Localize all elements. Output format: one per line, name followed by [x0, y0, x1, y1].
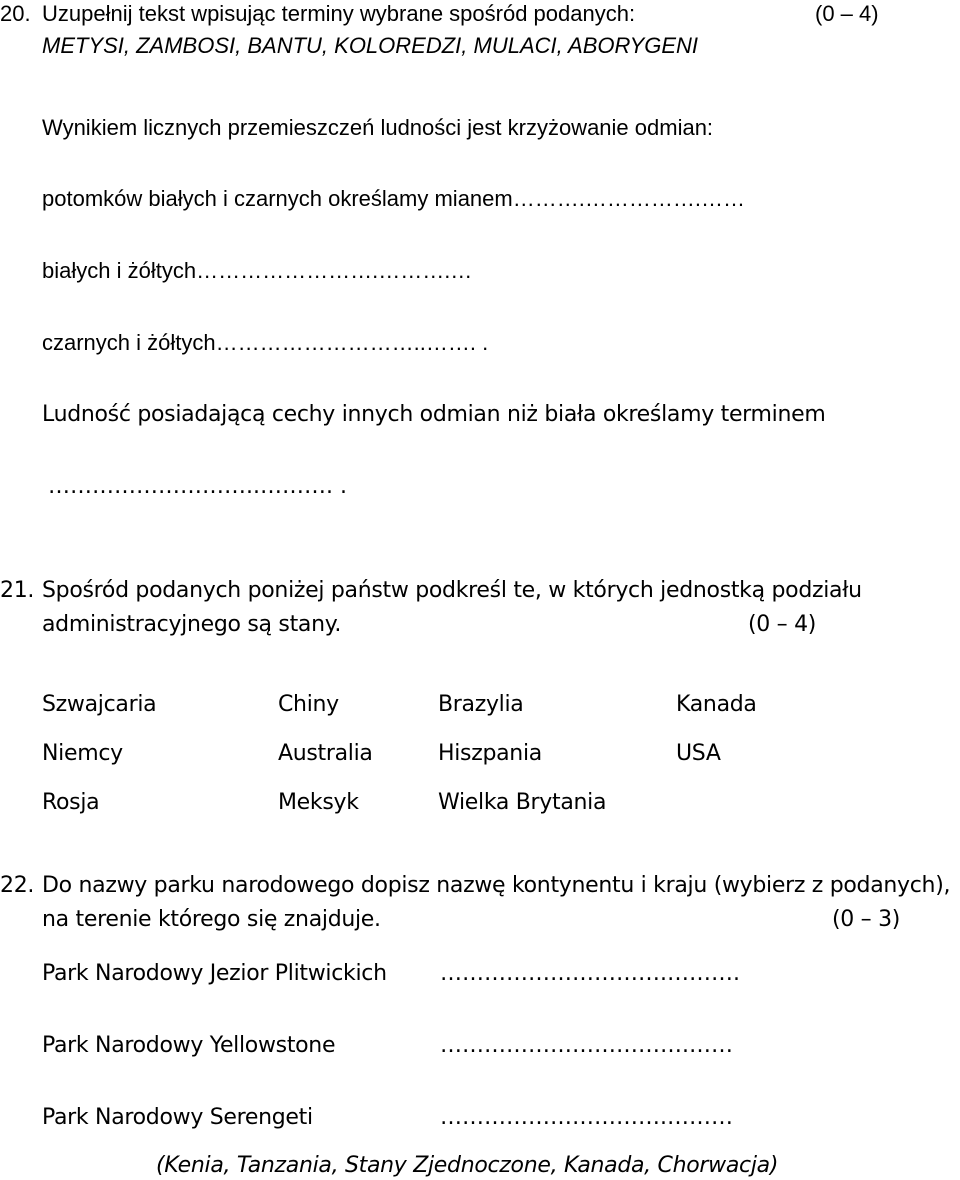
q22-points: (0 – 3)	[832, 907, 901, 932]
q22-number: 22.	[0, 873, 35, 898]
q20-instruction: Uzupełnij tekst wpisując terminy wybrane spośród podanych:	[42, 1, 636, 26]
q20-terms: METYSI, ZAMBOSI, BANTU, KOLOREDZI, MULACI, ABORYGENI	[42, 33, 699, 58]
q21-number: 21.	[0, 578, 35, 603]
country-usa[interactable]: USA	[676, 741, 721, 766]
q22-options: (Kenia, Tanzania, Stany Zjednoczone, Kanada, Chorwacja)	[156, 1153, 779, 1178]
country-meksyk[interactable]: Meksyk	[278, 790, 359, 815]
country-chiny[interactable]: Chiny	[278, 692, 339, 717]
country-niemcy[interactable]: Niemcy	[42, 741, 123, 766]
q20-number: 20.	[0, 1, 31, 26]
q20-line6-blank[interactable]: ………………………..………. .	[48, 474, 347, 499]
country-australia[interactable]: Australia	[278, 741, 373, 766]
park-name-plitvice: Park Narodowy Jezior Plitwickich	[42, 961, 387, 986]
q20-line3-text: białych i żółtych	[42, 258, 197, 283]
country-hiszpania[interactable]: Hiszpania	[438, 741, 542, 766]
country-brazylia[interactable]: Brazylia	[438, 692, 524, 717]
q21-instruction-line2: administracyjnego są stany.	[42, 612, 342, 637]
park-blank-serengeti[interactable]: ………………………….………	[440, 1105, 733, 1130]
q20-line2	[42, 188, 745, 210]
q20-line3-blank[interactable]: …………………….……….…	[196, 258, 473, 283]
q20-line3	[42, 260, 472, 282]
q20-line5: Ludność posiadającą cechy innych odmian niż biała określamy terminem	[42, 402, 826, 427]
q20-line4-text: czarnych i żółtych	[42, 330, 216, 355]
park-name-yellowstone: Park Narodowy Yellowstone	[42, 1033, 336, 1058]
park-name-serengeti: Park Narodowy Serengeti	[42, 1105, 313, 1130]
park-blank-yellowstone[interactable]: …………………………….……	[440, 1033, 733, 1058]
q20-line4-blank[interactable]: ………………………..……. .	[215, 330, 489, 355]
q21-instruction-line1: Spośród podanych poniżej państw podkreśl te, w których jednostką podziału	[42, 578, 862, 603]
q20-line2-text: potomków białych i czarnych określamy mianem	[42, 186, 513, 211]
country-szwajcaria[interactable]: Szwajcaria	[42, 692, 157, 717]
country-rosja[interactable]: Rosja	[42, 790, 100, 815]
q21-points: (0 – 4)	[748, 612, 817, 637]
q22-instruction-line1: Do nazwy parku narodowego dopisz nazwę kontynentu i kraju (wybierz z podanych),	[42, 873, 951, 898]
country-kanada[interactable]: Kanada	[676, 692, 757, 717]
q20-points: (0 – 4)	[815, 1, 879, 26]
q20-line4	[42, 332, 488, 354]
q20-line1: Wynikiem licznych przemieszczeń ludności jest krzyżowanie odmian:	[42, 115, 714, 140]
q22-instruction-line2: na terenie którego się znajduje.	[42, 907, 381, 932]
park-blank-plitvice[interactable]: ………………………….……….	[440, 961, 740, 986]
q20-line2-blank[interactable]: ……….…………….……	[512, 186, 745, 211]
country-wielka-brytania[interactable]: Wielka Brytania	[438, 790, 607, 815]
